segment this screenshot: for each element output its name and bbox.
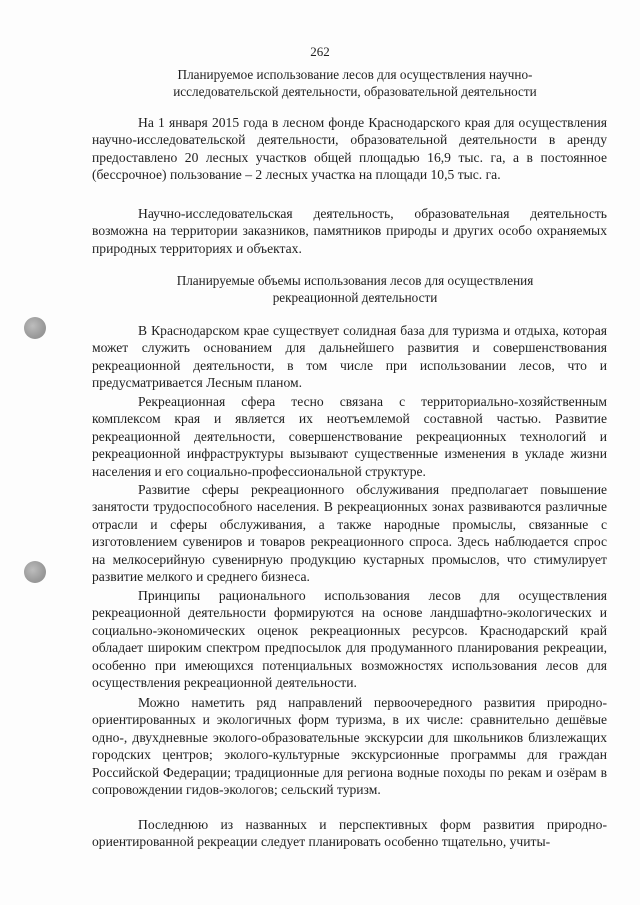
paragraph: Научно-исследовательская деятельность, образовательная деятельность возможна на территории заказников, памятников природы и других особо охраняемых природных территориях и объектах. [92, 206, 607, 256]
paragraph: Последнюю из названных и перспективных форм развития природно-ориентированной рекреации следует планировать особенно тщательно, учиты- [92, 817, 607, 850]
binder-hole-top [24, 317, 46, 339]
section-title-line: исследовательской деятельности, образовательной деятельности [173, 84, 537, 99]
page-number: 262 [310, 44, 330, 59]
paragraph: Принципы рационального использования лесов для осуществления рекреационной деятельности формируются на основе ландшафтно-экологических и социально-экономических оценок рекреационных ресурсов. Краснодарский край обладает широким спектром предпосылок для продуманного планирования рекреации, особенно при имеющихся потенциальных возможностях использования лесов для осуществления рекреационной деятельности. [92, 588, 607, 691]
binder-hole-bottom [24, 561, 46, 583]
paragraph: На 1 января 2015 года в лесном фонде Краснодарского края для осуществления научно-исследовательской деятельности, образовательной деятельности в аренду предоставлено 20 лесных участков общей площадью 16,9 тыс. га, а в постоянное (бессрочное) пользование – 2 лесных участка на площади 10,5 тыс. га. [92, 115, 607, 183]
section-title-recreation [150, 272, 560, 306]
section-title-line: Планируемые объемы использования лесов для осуществления [176, 273, 534, 288]
paragraph: Развитие сферы рекреационного обслуживания предполагает повышение занятости трудоспособного населения. В рекреационных зонах развиваются различные отрасли и сферы обслуживания, а также народные промыслы, связанные с изготовлением сувениров и товаров рекреационного спроса. Здесь наблюдается спрос на мелкосерийную сувенирную продукцию кустарных промыслов, что стимулирует развитие мелкого и среднего бизнеса. [92, 482, 607, 585]
paragraph: В Краснодарском крае существует солидная база для туризма и отдыха, которая может служить основанием для дальнейшего развития и совершенствования рекреационной деятельности, в том числе при использовании лесов, что и предусматривается Лесным планом. [92, 323, 607, 391]
section-title-line: Планируемое использование лесов для осуществления научно- [177, 67, 533, 82]
section-title-line: рекреационной деятельности [272, 290, 438, 305]
paragraph: Можно наметить ряд направлений первоочередного развития природно-ориентированных и экологичных форм туризма, в их числе: сравнительно дешёвые одно-, двухдневные эколого-образовательные экскурсии для школьников близлежащих городских центров; эколого-культурные экскурсионные программы для граждан Российской Федерации; традиционные для региона водные походы по рекам и озёрам в сопровождении гидов-экологов; сельский туризм. [92, 695, 607, 798]
paragraph: Рекреационная сфера тесно связана с территориально-хозяйственным комплексом края и является их неотъемлемой составной частью. Развитие рекреационной деятельности, совершенствование рекреационных технологий и рекреационной инфраструктуры вызывают существенные изменения в укладе жизни населения и его социально-профессиональной структуре. [92, 394, 607, 479]
section-title-research [150, 66, 560, 100]
